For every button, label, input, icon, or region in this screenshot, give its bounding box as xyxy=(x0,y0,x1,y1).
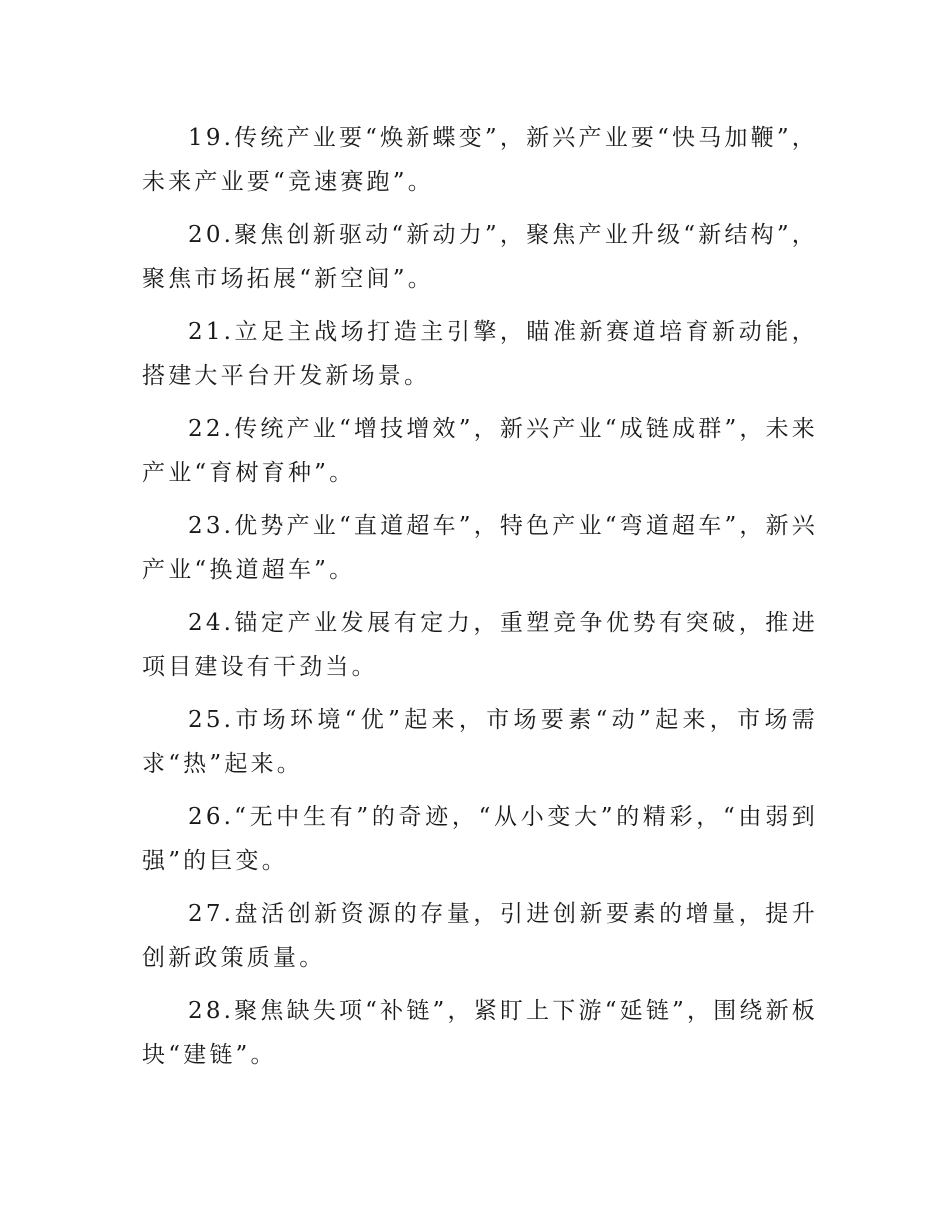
list-item-27: 27.盘活创新资源的存量，引进创新要素的增量，提升创新政策质量。 xyxy=(142,901,818,971)
list-item-24: 24.锚定产业发展有定力，重塑竞争优势有突破，推进项目建设有干劲当。 xyxy=(142,610,818,680)
list-item-22: 22.传统产业“增技增效”，新兴产业“成链成群”，未来产业“育树育种”。 xyxy=(142,416,819,486)
list-item-25: 25.市场环境“优”起来，市场要素“动”起来，市场需求“热”起来。 xyxy=(142,707,818,777)
document-body xyxy=(142,116,818,1086)
list-item-23: 23.优势产业“直道超车”，特色产业“弯道超车”，新兴产业“换道超车”。 xyxy=(142,513,819,583)
list-item-21: 21.立足主战场打造主引擎，瞄准新赛道培育新动能，搭建大平台开发新场景。 xyxy=(142,319,818,389)
list-item-19: 19.传统产业要“焕新蝶变”，新兴产业要“快马加鞭”，未来产业要“竞速赛跑”。 xyxy=(142,125,819,195)
list-item-20: 20.聚焦创新驱动“新动力”，聚焦产业升级“新结构”，聚焦市场拓展“新空间”。 xyxy=(142,222,819,292)
list-item-28: 28.聚焦缺失项“补链”，紧盯上下游“延链”，围绕新板块“建链”。 xyxy=(142,998,819,1068)
list-item-26: 26.“无中生有”的奇迹，“从小变大”的精彩，“由弱到强”的巨变。 xyxy=(142,804,818,874)
